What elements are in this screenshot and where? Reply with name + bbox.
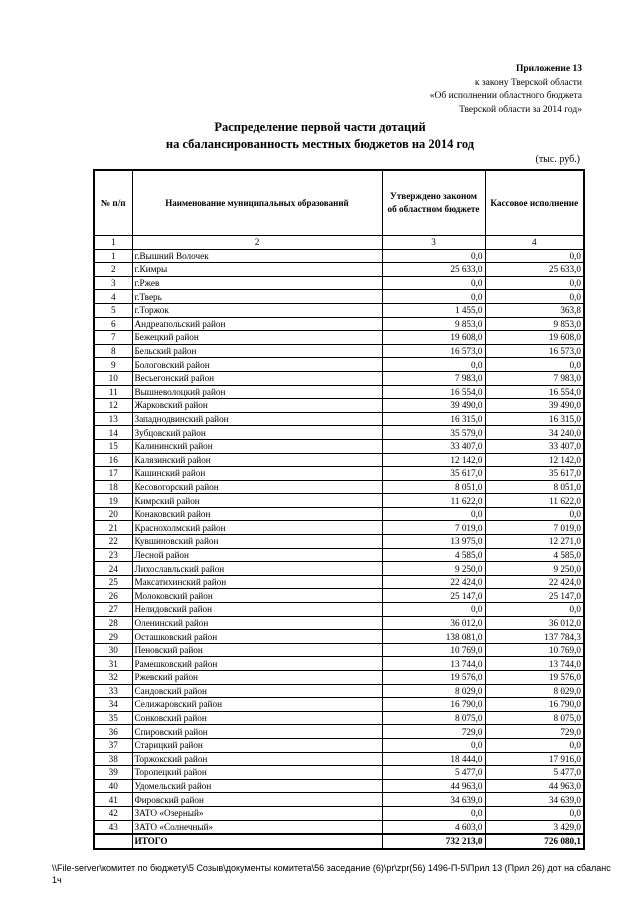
row-approved: 0,0 bbox=[382, 603, 485, 617]
row-name: Пеновский район bbox=[132, 643, 382, 657]
row-executed: 19 576,0 bbox=[485, 671, 584, 685]
row-executed: 12 271,0 bbox=[485, 535, 584, 549]
table-row bbox=[94, 371, 584, 385]
row-name: Бежецкий район bbox=[132, 331, 382, 345]
total-executed: 726 080,1 bbox=[485, 834, 584, 849]
table-row bbox=[94, 290, 584, 304]
row-executed: 8 075,0 bbox=[485, 711, 584, 725]
table-row bbox=[94, 453, 584, 467]
row-number: 19 bbox=[94, 494, 132, 508]
row-number: 21 bbox=[94, 521, 132, 535]
table-row bbox=[94, 303, 584, 317]
table-row bbox=[94, 738, 584, 752]
table-row bbox=[94, 603, 584, 617]
table-row bbox=[94, 535, 584, 549]
row-executed: 9 853,0 bbox=[485, 317, 584, 331]
row-number: 31 bbox=[94, 657, 132, 671]
row-number: 24 bbox=[94, 562, 132, 576]
table-row bbox=[94, 752, 584, 766]
table-row bbox=[94, 426, 584, 440]
row-executed: 729,0 bbox=[485, 725, 584, 739]
row-executed: 0,0 bbox=[485, 507, 584, 521]
row-number: 17 bbox=[94, 467, 132, 481]
row-name: г.Торжок bbox=[132, 303, 382, 317]
row-executed: 16 790,0 bbox=[485, 698, 584, 712]
row-name: Кимрский район bbox=[132, 494, 382, 508]
row-number: 13 bbox=[94, 412, 132, 426]
row-approved: 34 639,0 bbox=[382, 793, 485, 807]
column-number-row bbox=[94, 236, 584, 250]
row-approved: 8 075,0 bbox=[382, 711, 485, 725]
row-number: 38 bbox=[94, 752, 132, 766]
row-executed: 3 429,0 bbox=[485, 820, 584, 834]
row-number: 27 bbox=[94, 603, 132, 617]
row-executed: 33 407,0 bbox=[485, 439, 584, 453]
row-approved: 0,0 bbox=[382, 290, 485, 304]
row-approved: 0,0 bbox=[382, 738, 485, 752]
row-number: 23 bbox=[94, 548, 132, 562]
column-number: 4 bbox=[485, 236, 584, 250]
row-name: Торжокский район bbox=[132, 752, 382, 766]
table-row bbox=[94, 494, 584, 508]
row-approved: 16 790,0 bbox=[382, 698, 485, 712]
row-approved: 7 983,0 bbox=[382, 371, 485, 385]
row-name: Бельский район bbox=[132, 344, 382, 358]
table-row bbox=[94, 562, 584, 576]
table-row bbox=[94, 480, 584, 494]
table-row bbox=[94, 793, 584, 807]
file-path-footer: \\File-server\комитет по бюджету\5 Созыв\документы комитета\56 заседание (6)\pr\zpr(56) 1496-П-5\Прил 13 (Прил 26) дот на сбаланс 1ч bbox=[52, 863, 611, 885]
row-executed: 363,8 bbox=[485, 303, 584, 317]
row-approved: 33 407,0 bbox=[382, 439, 485, 453]
row-executed: 25 147,0 bbox=[485, 589, 584, 603]
row-number: 9 bbox=[94, 358, 132, 372]
row-name: Ржевский район bbox=[132, 671, 382, 685]
row-executed: 0,0 bbox=[485, 358, 584, 372]
row-number: 14 bbox=[94, 426, 132, 440]
row-number: 36 bbox=[94, 725, 132, 739]
row-executed: 35 617,0 bbox=[485, 467, 584, 481]
row-approved: 8 051,0 bbox=[382, 480, 485, 494]
table-row bbox=[94, 263, 584, 277]
table-row bbox=[94, 671, 584, 685]
total-label: ИТОГО bbox=[132, 834, 382, 849]
row-name: Зубцовский район bbox=[132, 426, 382, 440]
row-name: Торопецкий район bbox=[132, 766, 382, 780]
row-name: Весьегонский район bbox=[132, 371, 382, 385]
row-executed: 25 633,0 bbox=[485, 263, 584, 277]
row-executed: 0,0 bbox=[485, 738, 584, 752]
row-name: Оленинский район bbox=[132, 616, 382, 630]
row-executed: 0,0 bbox=[485, 603, 584, 617]
row-name: Конаковский район bbox=[132, 507, 382, 521]
row-executed: 34 639,0 bbox=[485, 793, 584, 807]
row-executed: 16 554,0 bbox=[485, 385, 584, 399]
table-row bbox=[94, 779, 584, 793]
row-number: 18 bbox=[94, 480, 132, 494]
appendix-header bbox=[430, 63, 582, 117]
row-approved: 4 585,0 bbox=[382, 548, 485, 562]
appendix-title: Приложение 13 bbox=[515, 64, 582, 74]
row-approved: 4 603,0 bbox=[382, 820, 485, 834]
row-approved: 10 769,0 bbox=[382, 643, 485, 657]
row-number: 42 bbox=[94, 806, 132, 820]
row-approved: 9 250,0 bbox=[382, 562, 485, 576]
row-name: г.Кимры bbox=[132, 263, 382, 277]
table-row bbox=[94, 249, 584, 263]
table-row bbox=[94, 344, 584, 358]
row-name: Удомельский район bbox=[132, 779, 382, 793]
document-title bbox=[0, 119, 640, 153]
table-row bbox=[94, 385, 584, 399]
row-executed: 16 573,0 bbox=[485, 344, 584, 358]
row-executed: 4 585,0 bbox=[485, 548, 584, 562]
row-approved: 25 633,0 bbox=[382, 263, 485, 277]
row-approved: 5 477,0 bbox=[382, 766, 485, 780]
row-number: 37 bbox=[94, 738, 132, 752]
row-executed: 13 744,0 bbox=[485, 657, 584, 671]
row-executed: 12 142,0 bbox=[485, 453, 584, 467]
row-name: Рамешковский район bbox=[132, 657, 382, 671]
row-number: 34 bbox=[94, 698, 132, 712]
row-name: Западнодвинский район bbox=[132, 412, 382, 426]
row-number: 7 bbox=[94, 331, 132, 345]
row-name: ЗАТО «Озерный» bbox=[132, 806, 382, 820]
row-number: 35 bbox=[94, 711, 132, 725]
row-number: 43 bbox=[94, 820, 132, 834]
appendix-line: Тверской области за 2014 год» bbox=[459, 104, 582, 115]
row-name: Вышневолоцкий район bbox=[132, 385, 382, 399]
row-number: 2 bbox=[94, 263, 132, 277]
row-number: 41 bbox=[94, 793, 132, 807]
row-approved: 35 617,0 bbox=[382, 467, 485, 481]
row-name: Кашинский район bbox=[132, 467, 382, 481]
row-approved: 44 963,0 bbox=[382, 779, 485, 793]
row-executed: 9 250,0 bbox=[485, 562, 584, 576]
row-approved: 0,0 bbox=[382, 276, 485, 290]
row-name: Фировский район bbox=[132, 793, 382, 807]
row-name: Селижаровский район bbox=[132, 698, 382, 712]
row-number: 1 bbox=[94, 249, 132, 263]
row-executed: 19 608,0 bbox=[485, 331, 584, 345]
row-name: Максатихинский район bbox=[132, 575, 382, 589]
row-approved: 0,0 bbox=[382, 507, 485, 521]
row-executed: 10 769,0 bbox=[485, 643, 584, 657]
row-name: Андреапольский район bbox=[132, 317, 382, 331]
row-executed: 0,0 bbox=[485, 290, 584, 304]
row-name: Калининский район bbox=[132, 439, 382, 453]
row-number: 39 bbox=[94, 766, 132, 780]
row-name: г.Ржев bbox=[132, 276, 382, 290]
row-name: ЗАТО «Солнечный» bbox=[132, 820, 382, 834]
row-approved: 39 490,0 bbox=[382, 399, 485, 413]
row-number: 12 bbox=[94, 399, 132, 413]
table-row bbox=[94, 399, 584, 413]
table-row bbox=[94, 575, 584, 589]
total-approved: 732 213,0 bbox=[382, 834, 485, 849]
appendix-line: «Об исполнении областного бюджета bbox=[429, 91, 582, 101]
row-approved: 1 455,0 bbox=[382, 303, 485, 317]
table-row bbox=[94, 358, 584, 372]
row-name: Кесовогорский район bbox=[132, 480, 382, 494]
header-executed: Кассовое исполнение bbox=[485, 170, 584, 236]
row-approved: 12 142,0 bbox=[382, 453, 485, 467]
row-executed: 39 490,0 bbox=[485, 399, 584, 413]
table-row bbox=[94, 630, 584, 644]
row-name: Спировский район bbox=[132, 725, 382, 739]
row-number: 10 bbox=[94, 371, 132, 385]
total-empty bbox=[94, 834, 132, 849]
row-approved: 35 579,0 bbox=[382, 426, 485, 440]
table-row bbox=[94, 276, 584, 290]
header-row bbox=[94, 170, 584, 236]
row-name: г.Тверь bbox=[132, 290, 382, 304]
table-row bbox=[94, 467, 584, 481]
table-row bbox=[94, 711, 584, 725]
row-executed: 36 012,0 bbox=[485, 616, 584, 630]
row-name: Сонковский район bbox=[132, 711, 382, 725]
row-number: 5 bbox=[94, 303, 132, 317]
table-row bbox=[94, 317, 584, 331]
table-row bbox=[94, 643, 584, 657]
table-row bbox=[94, 657, 584, 671]
row-executed: 22 424,0 bbox=[485, 575, 584, 589]
row-name: Кувшиновский район bbox=[132, 535, 382, 549]
table-row bbox=[94, 507, 584, 521]
row-approved: 729,0 bbox=[382, 725, 485, 739]
row-approved: 16 315,0 bbox=[382, 412, 485, 426]
row-name: Нелидовский район bbox=[132, 603, 382, 617]
row-approved: 13 975,0 bbox=[382, 535, 485, 549]
row-name: Старицкий район bbox=[132, 738, 382, 752]
row-number: 33 bbox=[94, 684, 132, 698]
row-name: Сандовский район bbox=[132, 684, 382, 698]
table-row bbox=[94, 725, 584, 739]
table-row bbox=[94, 698, 584, 712]
column-number: 1 bbox=[94, 236, 132, 250]
row-number: 3 bbox=[94, 276, 132, 290]
row-number: 26 bbox=[94, 589, 132, 603]
row-number: 25 bbox=[94, 575, 132, 589]
row-number: 20 bbox=[94, 507, 132, 521]
row-approved: 36 012,0 bbox=[382, 616, 485, 630]
column-number: 2 bbox=[132, 236, 382, 250]
table-row bbox=[94, 684, 584, 698]
row-executed: 0,0 bbox=[485, 806, 584, 820]
row-approved: 19 576,0 bbox=[382, 671, 485, 685]
table-row bbox=[94, 412, 584, 426]
row-number: 32 bbox=[94, 671, 132, 685]
table-row bbox=[94, 548, 584, 562]
total-row bbox=[94, 834, 584, 849]
row-number: 29 bbox=[94, 630, 132, 644]
units-label: (тыс. руб.) bbox=[535, 154, 580, 165]
row-approved: 0,0 bbox=[382, 806, 485, 820]
row-approved: 22 424,0 bbox=[382, 575, 485, 589]
table-row bbox=[94, 616, 584, 630]
table-row bbox=[94, 331, 584, 345]
row-number: 30 bbox=[94, 643, 132, 657]
header-approved: Утверждено законом об областном бюджете bbox=[382, 170, 485, 236]
row-executed: 44 963,0 bbox=[485, 779, 584, 793]
row-name: Лихославльский район bbox=[132, 562, 382, 576]
table-row bbox=[94, 806, 584, 820]
row-name: Осташковский район bbox=[132, 630, 382, 644]
row-executed: 5 477,0 bbox=[485, 766, 584, 780]
row-executed: 34 240,0 bbox=[485, 426, 584, 440]
row-approved: 11 622,0 bbox=[382, 494, 485, 508]
row-approved: 25 147,0 bbox=[382, 589, 485, 603]
row-name: Краснохолмский район bbox=[132, 521, 382, 535]
header-name: Наименование муниципальных образований bbox=[132, 170, 382, 236]
row-approved: 16 554,0 bbox=[382, 385, 485, 399]
table-row bbox=[94, 439, 584, 453]
row-approved: 19 608,0 bbox=[382, 331, 485, 345]
row-executed: 8 029,0 bbox=[485, 684, 584, 698]
row-name: Жарковский район bbox=[132, 399, 382, 413]
row-number: 22 bbox=[94, 535, 132, 549]
subsidy-table bbox=[93, 169, 585, 850]
row-name: Молоковский район bbox=[132, 589, 382, 603]
row-executed: 11 622,0 bbox=[485, 494, 584, 508]
row-number: 40 bbox=[94, 779, 132, 793]
row-approved: 18 444,0 bbox=[382, 752, 485, 766]
row-executed: 8 051,0 bbox=[485, 480, 584, 494]
row-number: 6 bbox=[94, 317, 132, 331]
row-executed: 0,0 bbox=[485, 249, 584, 263]
row-number: 8 bbox=[94, 344, 132, 358]
row-executed: 7 019,0 bbox=[485, 521, 584, 535]
table-body bbox=[94, 236, 584, 849]
title-line: на сбалансированность местных бюджетов на 2014 год bbox=[165, 137, 475, 151]
row-approved: 9 853,0 bbox=[382, 317, 485, 331]
row-approved: 0,0 bbox=[382, 249, 485, 263]
row-executed: 7 983,0 bbox=[485, 371, 584, 385]
row-executed: 137 784,3 bbox=[485, 630, 584, 644]
row-executed: 17 916,0 bbox=[485, 752, 584, 766]
row-approved: 13 744,0 bbox=[382, 657, 485, 671]
row-executed: 0,0 bbox=[485, 276, 584, 290]
row-name: Бологовский район bbox=[132, 358, 382, 372]
row-approved: 0,0 bbox=[382, 358, 485, 372]
row-approved: 16 573,0 bbox=[382, 344, 485, 358]
title-line: Распределение первой части дотаций bbox=[214, 120, 426, 134]
row-number: 11 bbox=[94, 385, 132, 399]
row-name: Калязинский район bbox=[132, 453, 382, 467]
header-number: № п/п bbox=[94, 170, 132, 236]
row-number: 28 bbox=[94, 616, 132, 630]
row-number: 4 bbox=[94, 290, 132, 304]
row-approved: 7 019,0 bbox=[382, 521, 485, 535]
row-number: 16 bbox=[94, 453, 132, 467]
table-row bbox=[94, 589, 584, 603]
appendix-line: к закону Тверской области bbox=[474, 77, 582, 88]
row-name: Лесной район bbox=[132, 548, 382, 562]
table-row bbox=[94, 820, 584, 834]
row-approved: 138 081,0 bbox=[382, 630, 485, 644]
table-row bbox=[94, 766, 584, 780]
row-executed: 16 315,0 bbox=[485, 412, 584, 426]
row-approved: 8 029,0 bbox=[382, 684, 485, 698]
row-number: 15 bbox=[94, 439, 132, 453]
table-row bbox=[94, 521, 584, 535]
row-name: г.Вышний Волочек bbox=[132, 249, 382, 263]
column-number: 3 bbox=[382, 236, 485, 250]
